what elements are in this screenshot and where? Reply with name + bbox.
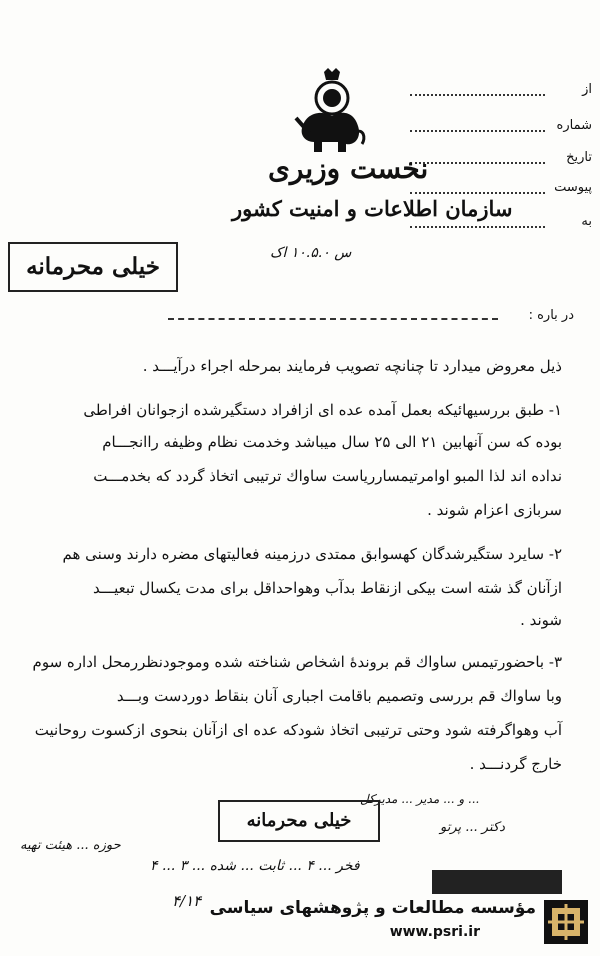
body-line: ۳- باحضورتیمس ساواك قم بروندهٔ اشخاص شناخته شده وموجودنظررمحل اداره سوم <box>32 653 562 671</box>
header-label-from: از <box>582 82 592 97</box>
org-title: نخست وزیری <box>268 152 429 185</box>
reference-number: س ۱۰.۵.۰ اک <box>270 245 352 261</box>
org-subtitle: سازمان اطلاعات و امنیت کشور <box>232 196 513 221</box>
dotted-line <box>410 94 545 96</box>
body-line: خارج گردنـــد . <box>469 755 562 773</box>
subject-dotted-line <box>168 318 498 320</box>
classification-stamp: خیلی محرمانه <box>8 242 178 292</box>
handwritten-signature: فخر ... ۴ ... ثابت ... شده ... ۳ ... ۴ <box>150 858 360 874</box>
dotted-line <box>410 162 545 164</box>
header-field-date <box>410 150 600 168</box>
bottom-classification-stamp: خیلی محرمانه <box>218 800 380 842</box>
header-field-from <box>410 82 600 100</box>
body-line: وبا ساواك قم بررسی وتصمیم باقامت اجباری آنان بنقاط دوردست وبـــد <box>116 687 562 705</box>
institute-url[interactable]: www.psri.ir <box>389 924 480 940</box>
body-line: ۲- سایرد ستگیرشدگان کهسوابق ممتدی درزمینه فعالیتهای مضره دارند وسنی هم <box>62 545 562 563</box>
body-line: آب وهواگرفته شود وحتی ترتیبی اتخاذ شودکه عده ای ازآنان بنحوی ازکسوت روحانیت <box>34 721 562 739</box>
header-label-number: شماره <box>556 118 592 133</box>
lion-and-sun-emblem-icon <box>292 68 368 154</box>
dotted-line <box>410 192 545 194</box>
institute-name: مؤسسه مطالعات و پژوهشهای سیاسی <box>209 898 536 918</box>
body-line: نداده اند لذا المبو اوامرتیمساررياست ساواك ترتیبی اتخاذ گردد که بخدمـــت <box>93 467 562 485</box>
handwritten-note-left: حوزه ... هیئت تهیه <box>20 838 121 853</box>
body-line: ۱- طبق بررسیهائیکه بعمل آمده عده ای ازافراد دستگیرشده ازجوانان افراطی <box>83 401 562 419</box>
handwritten-note-right: دکتر ... پرتو <box>440 820 505 835</box>
body-line: سربازی اعزام شوند . <box>427 501 562 519</box>
dotted-line <box>410 226 545 228</box>
header-label-date: تاریخ <box>566 150 592 165</box>
header-field-number <box>410 118 600 136</box>
subject-label: در باره : <box>528 308 574 323</box>
dotted-line <box>410 130 545 132</box>
body-line: بوده که سن آنهابین ۲۱ الی ۲۵ سال میباشد وخدمت نظام وظیفه راانجـــام <box>102 433 562 451</box>
handwritten-note-top: ... و ... مدیر ... مدیرکل <box>360 792 480 806</box>
body-intro: ذیل معروض میدارد تا چنانچه تصویب فرمایند بمرحله اجراء درآیـــد . <box>142 357 562 375</box>
handwritten-number: ۴/۱۴ <box>172 892 202 910</box>
institute-logo-icon <box>544 900 588 944</box>
header-label-attachment: پیوست <box>554 180 592 195</box>
body-line: ازآنان گذ شته است بیکی ازنقاط بدآب وهواحداقل برای مدت یکسال تبعیـــد <box>93 579 562 597</box>
body-line: شوند . <box>520 611 562 629</box>
footer-watermark <box>0 886 600 956</box>
header-label-to: به <box>581 214 592 229</box>
